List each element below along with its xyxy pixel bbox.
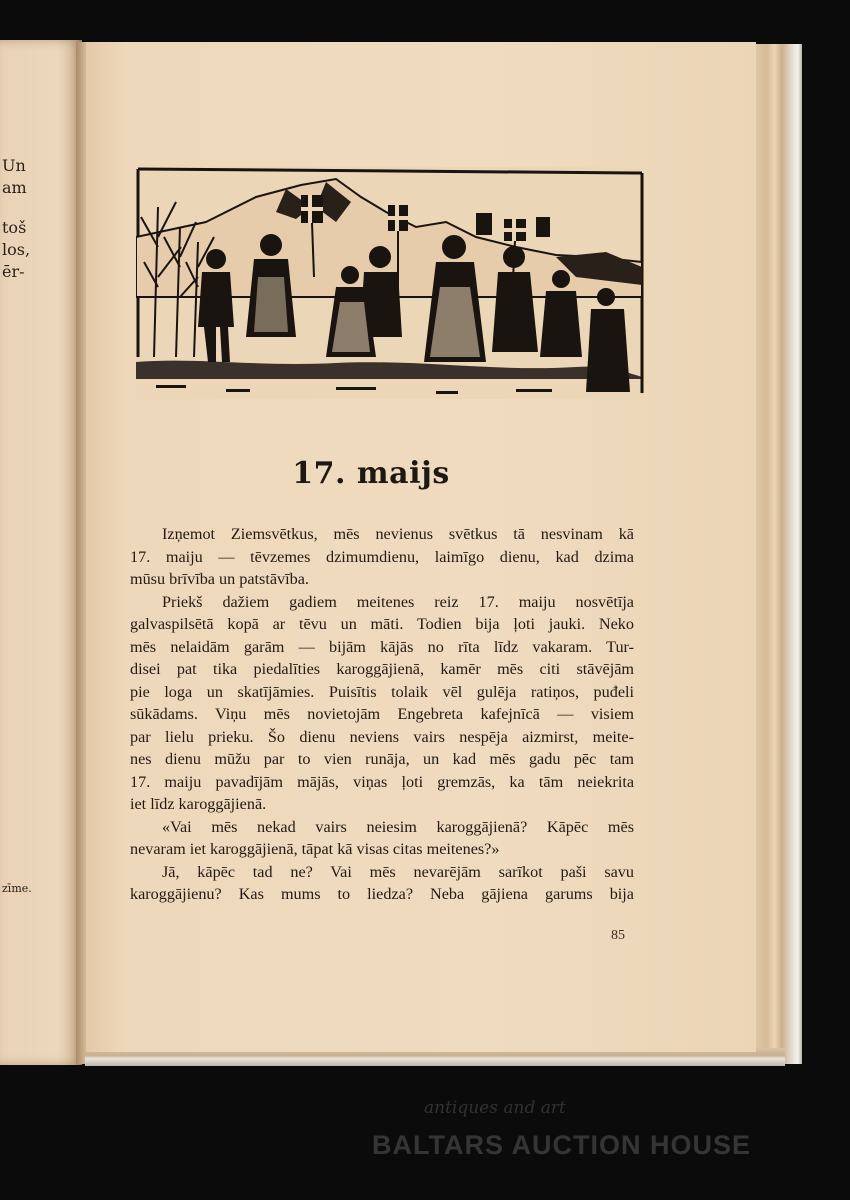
page-number: 85 [611,928,625,943]
left-page-fragment: Un [2,156,26,175]
chapter-title: 17. maijs [292,456,450,491]
text-line: Jā, kāpēc tad ne? Vai mēs nevarējām sarīkot paši savu [162,862,634,881]
left-page-fragment: los, [2,240,31,259]
text-line: nes dienu mūžu par to vien runāja, un kad mēs gadu pēc tam [130,750,634,768]
text-line: par lielu prieku. Šo dienu neviens vairs nespēja aizmirst, meite- [130,727,634,746]
text-line: mēs nelaidām garām — bijām kājās no rīta līdz vakaram. Tur- [130,637,634,656]
left-page-fragment: ēr- [2,262,25,281]
text-line: 17. maiju — tēvzemes dzimumdienu, laimīgo dienu, kad dzima [130,547,634,566]
text-line: galvaspilsētā kopā ar tēvu un māti. Todien bija ļoti jauki. Neko [130,615,634,633]
left-page [0,40,82,1065]
text-line: nevaram iet karoggājienā, tāpat kā visas citas meitenes?» [130,840,500,858]
right-page [86,42,756,1052]
left-page-fragment: toš [2,218,27,237]
text-line: sūkādams. Viņu mēs novietojām Engebreta kafejnīcā — visiem [130,705,634,723]
text-line: Izņemot Ziemsvētkus, mēs nevienus svētkus tā nesvinam kā [162,525,634,543]
watermark-main-text: BALTARS AUCTION HOUSE [372,1130,751,1160]
text-line: «Vai mēs nekad vairs neiesim karoggājienā? Kāpēc mēs [162,817,634,836]
auction-house-watermark [372,1098,792,1178]
text-line: Priekš dažiem gadiem meitenes reiz 17. maiju nosvētīja [162,592,634,611]
watermark-script-text: antiques and art [424,1098,566,1118]
page-edges-right [752,44,802,1064]
left-page-fragment: am [2,178,27,197]
woodcut-illustration [136,167,644,399]
chapter-body [130,523,634,906]
text-line: pie loga un skatījāmies. Puisītis tolaik vēl gulēja ratiņos, puđeli [130,682,634,701]
text-line: disei pat tika piedalīties karoggājienā, kamēr mēs citi stāvējām [130,660,634,678]
text-line: karoggājienu? Kas mums to liedza? Neba gājiena garums bija [130,885,634,903]
text-line: iet līdz karoggājienā. [130,795,267,813]
text-line: 17. maiju pavadījām mājās, viņas ļoti gremzās, ka tām neiekrita [130,772,634,791]
text-line: mūsu brīvība un patstāvība. [130,570,309,588]
left-page-fragment: zīme. [2,882,32,895]
